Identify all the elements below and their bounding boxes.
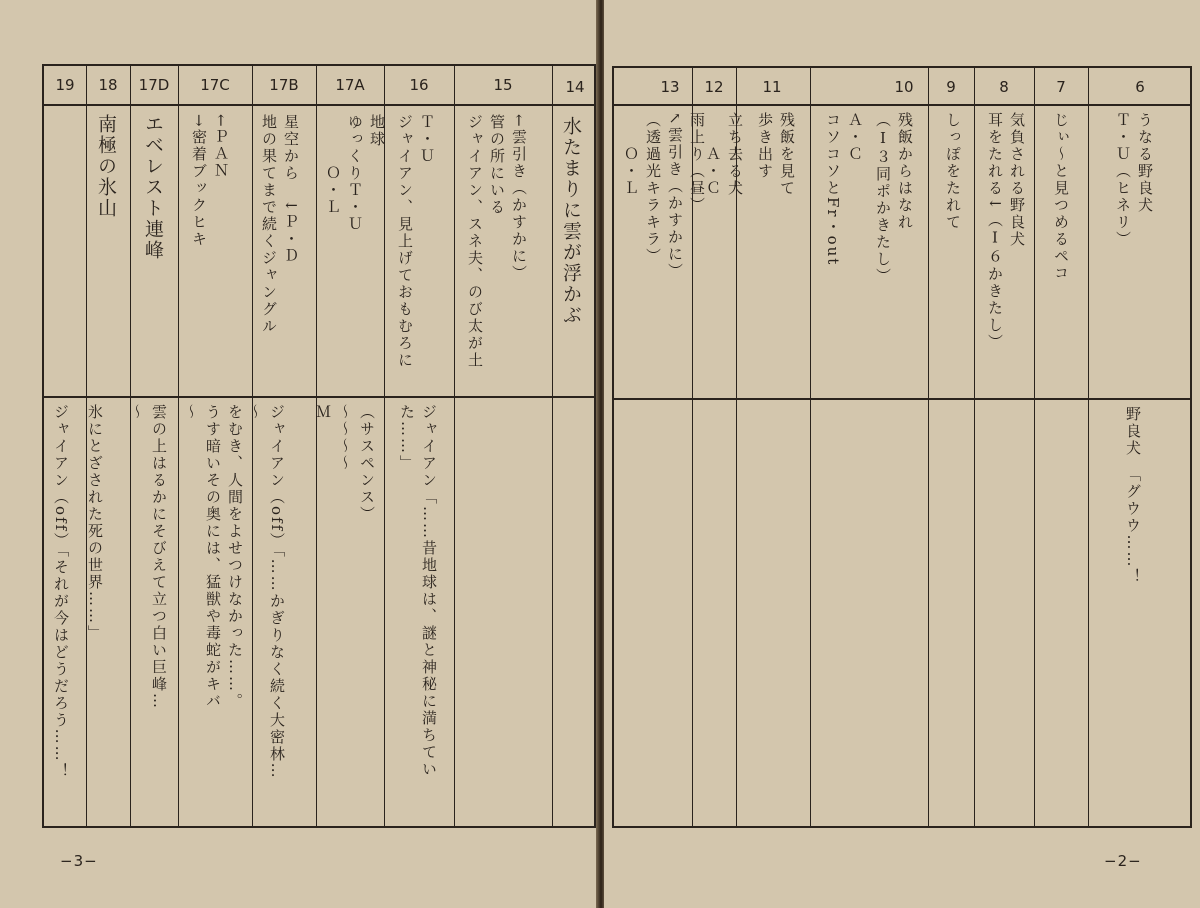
- scene-number: 17D: [138, 76, 170, 94]
- scene-number: 14: [565, 78, 585, 96]
- scene-action: 残飯からはなれ （Ⅰ３同ポかきたし）: [874, 112, 914, 285]
- scene-action: エベレスト連峰: [142, 114, 164, 261]
- column-divider: [810, 68, 811, 826]
- scene-action: Ｔ・Ｕ ジャイアン、見上げておもむろに: [396, 114, 436, 369]
- scene-number: 10: [894, 78, 914, 96]
- scene-action: ←ＰＡＮ →密着ブックヒキ: [190, 114, 230, 248]
- scene-number: 15: [493, 76, 513, 94]
- scene-number: 9: [946, 78, 956, 96]
- scene-number: 12: [704, 78, 724, 96]
- scene-dialogue: 雲の上はるかにそびえて立つ白い巨峰… ～: [128, 404, 168, 710]
- scene-dialogue: ジャイアン（off）「それが今はどうだろう……！: [52, 404, 70, 780]
- scene-action: 残飯を見て 歩き出す: [756, 112, 796, 197]
- scene-number: 17A: [335, 76, 365, 94]
- column-divider: [552, 66, 553, 826]
- scene-number: 8: [999, 78, 1009, 96]
- column-divider: [454, 66, 455, 826]
- scene-action: 立ち去る犬 Ａ・Ｃ: [704, 112, 744, 197]
- scene-number: 7: [1056, 78, 1066, 96]
- scene-action: 星空から ↓Ｐ・Ｄ 地の果てまで続くジャングル: [260, 114, 300, 335]
- header-divider: [614, 104, 1190, 106]
- scene-action: Ａ・Ｃ コソコソとFr・out: [824, 112, 864, 267]
- scene-dialogue: ジャイアン「……昔地球は、謎と神秘に満ちてい た……」: [398, 404, 438, 778]
- page-number: −3−: [60, 852, 98, 870]
- scene-action: 雨上り（昼） ↖雲引き（かすかに） （透過光キラキラ） Ｏ・Ｌ: [622, 112, 706, 280]
- section-divider: [614, 398, 1190, 400]
- scene-number: 18: [98, 76, 118, 94]
- scene-action: ←雲引き（かすかに） 管の所にいる ジャイアン、スネ夫、のび太が土: [466, 114, 528, 369]
- storyboard-table-left: [42, 64, 596, 828]
- scene-action: 水たまりに雲が浮かぶ: [560, 116, 582, 326]
- scene-number: 17B: [269, 76, 299, 94]
- storyboard-table-right: [612, 66, 1192, 828]
- section-divider: [44, 396, 594, 398]
- scene-action: しっぽをたれて: [944, 112, 962, 231]
- column-divider: [1088, 68, 1089, 826]
- scene-number: 17C: [200, 76, 230, 94]
- scene-dialogue: をむき、人間をよせつけなかった……。 うす暗いその奥には、猛獣や毒蛇がキバ ～: [182, 404, 244, 710]
- column-divider: [928, 68, 929, 826]
- scene-dialogue: ジャイアン（off）「……かぎりなく続く大密林… ～: [246, 404, 286, 780]
- column-divider: [178, 66, 179, 826]
- scene-action: 地球 ゆっくりＴ・Ｕ Ｏ・Ｌ: [324, 114, 386, 233]
- scene-action: うなる野良犬 Ｔ・Ｕ（ヒネリ）: [1114, 112, 1154, 248]
- scene-number: 19: [55, 76, 75, 94]
- right-page: [604, 0, 1200, 908]
- scene-dialogue: 氷にとざされた死の世界……」: [86, 404, 104, 642]
- scene-number: 13: [660, 78, 680, 96]
- scene-number: 11: [762, 78, 782, 96]
- scene-dialogue: 野良犬 「グウウ……！: [1124, 406, 1142, 586]
- column-divider: [1034, 68, 1035, 826]
- scene-action: じぃ～と見つめるペコ: [1052, 112, 1070, 282]
- scene-number: 6: [1135, 78, 1145, 96]
- scene-dialogue: （サスペンス） ～～～～ Ｍ: [314, 404, 376, 523]
- page-number: −2−: [1104, 852, 1142, 870]
- header-divider: [44, 104, 594, 106]
- scene-action: 気負される野良犬 耳をたれる↓（Ⅰ６かきたし）: [986, 112, 1026, 351]
- left-page: [0, 0, 599, 908]
- scene-action: 南極の氷山: [95, 114, 117, 219]
- scene-number: 16: [409, 76, 429, 94]
- column-divider: [974, 68, 975, 826]
